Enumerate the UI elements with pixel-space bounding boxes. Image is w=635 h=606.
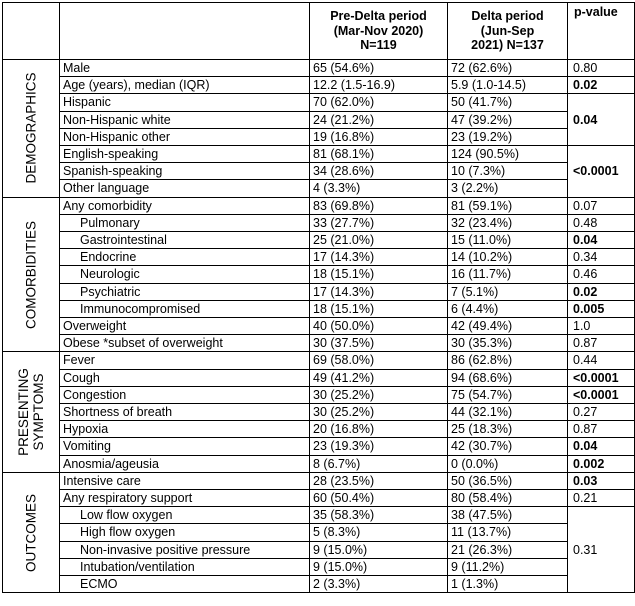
p-value: 0.48 [568,214,635,231]
table-row [3,576,635,593]
delta-value: 75 (54.7%) [448,386,568,403]
p-value: 1.0 [568,318,635,335]
pre-delta-value: 12.2 (1.5-16.9) [310,77,448,94]
delta-value: 5.9 (1.0-14.5) [448,77,568,94]
row-label: Pulmonary [60,214,310,231]
row-label: Non-Hispanic other [60,128,310,145]
table-row [3,507,635,524]
pre-delta-value: 23 (19.3%) [310,438,448,455]
group-label-comorbidities [3,197,60,352]
delta-value: 7 (5.1%) [448,283,568,300]
row-label: Immunocompromised [60,300,310,317]
delta-value: 0 (0.0%) [448,455,568,472]
table-row [3,197,635,214]
table-row [3,404,635,421]
delta-value: 38 (47.5%) [448,507,568,524]
p-value: 0.005 [568,300,635,317]
delta-value: 94 (68.6%) [448,369,568,386]
header-pre-delta [310,3,448,60]
pre-delta-value: 2 (3.3%) [310,576,448,593]
header-delta [448,3,568,60]
delta-value: 10 (7.3%) [448,163,568,180]
pre-delta-value: 28 (23.5%) [310,472,448,489]
row-label: Any respiratory support [60,490,310,507]
p-value-language: <0.0001 [568,146,635,198]
delta-value: 30 (35.3%) [448,335,568,352]
pre-delta-value: 18 (15.1%) [310,266,448,283]
row-label: Hispanic [60,94,310,111]
table-container [2,2,635,593]
p-value: 0.02 [568,77,635,94]
pre-delta-value: 40 (50.0%) [310,318,448,335]
delta-value: 42 (49.4%) [448,318,568,335]
pre-delta-value: 65 (54.6%) [310,60,448,77]
delta-value: 15 (11.0%) [448,232,568,249]
row-label: Non-Hispanic white [60,111,310,128]
delta-value: 23 (19.2%) [448,128,568,145]
delta-value: 80 (58.4%) [448,490,568,507]
row-label: Intubation/ventilation [60,558,310,575]
p-value: 0.27 [568,404,635,421]
row-label: Congestion [60,386,310,403]
pre-delta-value: 8 (6.7%) [310,455,448,472]
row-label: ECMO [60,576,310,593]
pre-delta-value: 24 (21.2%) [310,111,448,128]
pre-delta-value: 35 (58.3%) [310,507,448,524]
p-value: 0.03 [568,472,635,489]
delta-value: 3 (2.2%) [448,180,568,197]
table-row [3,146,635,163]
table-row [3,128,635,145]
row-label: Spanish-speaking [60,163,310,180]
delta-value: 14 (10.2%) [448,249,568,266]
row-label: Age (years), median (IQR) [60,77,310,94]
row-label: Hypoxia [60,421,310,438]
group-label-line1: PRESENTING [16,368,31,457]
table-row [3,335,635,352]
delta-value: 16 (11.7%) [448,266,568,283]
table-row [3,455,635,472]
p-value: 0.44 [568,352,635,369]
delta-value: 21 (26.3%) [448,541,568,558]
row-label: High flow oxygen [60,524,310,541]
row-label: Neurologic [60,266,310,283]
delta-value: 50 (36.5%) [448,472,568,489]
pre-delta-value: 18 (15.1%) [310,300,448,317]
table-row [3,214,635,231]
table-row [3,111,635,128]
row-label: Overweight [60,318,310,335]
group-label-text: COMORBIDITIES [23,220,39,329]
p-value: 0.07 [568,197,635,214]
pre-delta-value: 25 (21.0%) [310,232,448,249]
p-value: 0.002 [568,455,635,472]
row-label: Any comorbidity [60,197,310,214]
table-row [3,266,635,283]
pre-delta-value: 17 (14.3%) [310,283,448,300]
pre-delta-value: 30 (25.2%) [310,386,448,403]
table-row [3,94,635,111]
row-label: Low flow oxygen [60,507,310,524]
header-blank-group [3,3,60,60]
pre-delta-value: 19 (16.8%) [310,128,448,145]
pre-delta-value: 30 (25.2%) [310,404,448,421]
p-value-ethnicity: 0.04 [568,94,635,146]
group-label-text: DEMOGRAPHICS [23,72,39,184]
header-pre-delta-line1: Pre-Delta period [330,9,427,24]
delta-value: 72 (62.6%) [448,60,568,77]
delta-value: 6 (4.4%) [448,300,568,317]
table-row [3,249,635,266]
row-label: English-speaking [60,146,310,163]
table-row [3,77,635,94]
pre-delta-value: 60 (50.4%) [310,490,448,507]
header-delta-line1: Delta period [471,9,544,24]
table-row [3,369,635,386]
delta-value: 32 (23.4%) [448,214,568,231]
p-value: 0.02 [568,283,635,300]
pre-delta-value: 70 (62.0%) [310,94,448,111]
table-row [3,232,635,249]
header-row [3,3,635,60]
delta-value: 47 (39.2%) [448,111,568,128]
delta-value: 11 (13.7%) [448,524,568,541]
row-label: Vomiting [60,438,310,455]
delta-value: 1 (1.3%) [448,576,568,593]
p-value: <0.0001 [568,369,635,386]
p-value: 0.87 [568,335,635,352]
group-label-text [16,368,46,456]
pre-delta-value: 83 (69.8%) [310,197,448,214]
table-row [3,163,635,180]
row-label: Shortness of breath [60,404,310,421]
delta-value: 42 (30.7%) [448,438,568,455]
row-label: Intensive care [60,472,310,489]
p-value-respiratory: 0.31 [568,507,635,593]
group-label-text: OUTCOMES [23,493,39,572]
pre-delta-value: 34 (28.6%) [310,163,448,180]
row-label: Anosmia/ageusia [60,455,310,472]
delta-value: 9 (11.2%) [448,558,568,575]
header-pre-delta-line2: (Mar-Nov 2020) [333,23,424,38]
table-row [3,490,635,507]
group-label-symptoms [3,352,60,472]
row-label: Obese *subset of overweight [60,335,310,352]
header-delta-line2: (Jun-Sep [480,23,535,38]
table-row [3,60,635,77]
table-row [3,541,635,558]
table-row [3,318,635,335]
group-label-demographics [3,60,60,198]
row-label: Cough [60,369,310,386]
delta-value: 25 (18.3%) [448,421,568,438]
row-label: Male [60,60,310,77]
delta-value: 124 (90.5%) [448,146,568,163]
p-value: 0.87 [568,421,635,438]
table-row [3,524,635,541]
table-row [3,300,635,317]
pre-delta-value: 17 (14.3%) [310,249,448,266]
header-delta-line3: 2021) N=137 [471,38,544,53]
pre-delta-value: 20 (16.8%) [310,421,448,438]
table-row [3,386,635,403]
table-row [3,352,635,369]
row-label: Gastrointestinal [60,232,310,249]
row-label: Other language [60,180,310,197]
pre-delta-value: 49 (41.2%) [310,369,448,386]
table-row [3,558,635,575]
p-value: <0.0001 [568,386,635,403]
header-blank-variable [60,3,310,60]
p-value: 0.34 [568,249,635,266]
delta-value: 81 (59.1%) [448,197,568,214]
table-row [3,438,635,455]
pre-delta-value: 9 (15.0%) [310,541,448,558]
delta-value: 86 (62.8%) [448,352,568,369]
table-row [3,180,635,197]
row-label: Endocrine [60,249,310,266]
p-value: 0.04 [568,438,635,455]
table-row [3,421,635,438]
characteristics-table [2,2,635,593]
p-value: 0.21 [568,490,635,507]
pre-delta-value: 30 (37.5%) [310,335,448,352]
pre-delta-value: 33 (27.7%) [310,214,448,231]
table-row [3,472,635,489]
pre-delta-value: 4 (3.3%) [310,180,448,197]
row-label: Fever [60,352,310,369]
header-p-value: p-value [568,3,635,60]
delta-value: 50 (41.7%) [448,94,568,111]
p-value: 0.46 [568,266,635,283]
pre-delta-value: 5 (8.3%) [310,524,448,541]
pre-delta-value: 81 (68.1%) [310,146,448,163]
group-label-line2: SYMPTOMS [31,373,46,451]
pre-delta-value: 69 (58.0%) [310,352,448,369]
row-label: Psychiatric [60,283,310,300]
group-label-outcomes [3,472,60,592]
p-value: 0.80 [568,60,635,77]
pre-delta-value: 9 (15.0%) [310,558,448,575]
delta-value: 44 (32.1%) [448,404,568,421]
row-label: Non-invasive positive pressure [60,541,310,558]
p-value: 0.04 [568,232,635,249]
header-pre-delta-line3: N=119 [360,38,397,53]
table-row [3,283,635,300]
